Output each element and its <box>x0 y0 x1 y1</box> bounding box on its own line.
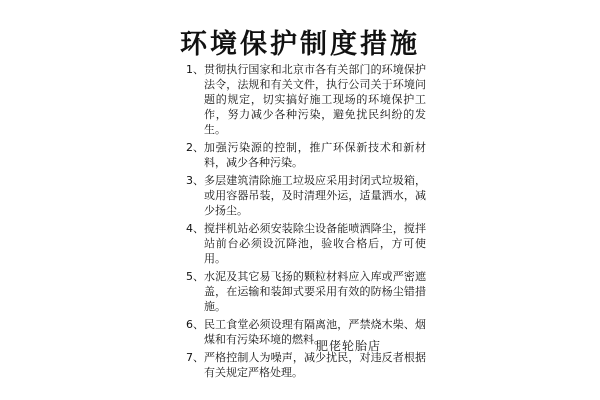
rule-text: 搅拌机站必须安装除尘设备能喷洒降尘，搅拌站前台必须设沉降池，验收合格后，方可使用。 <box>204 222 426 265</box>
signature-text: 肥佬轮胎店 <box>316 339 382 353</box>
rule-number: 1、 <box>186 63 204 76</box>
rule-number: 5、 <box>186 270 204 283</box>
rule-number: 7、 <box>186 351 204 364</box>
rule-item-2 <box>186 140 426 170</box>
rule-item-4 <box>186 221 426 266</box>
rule-number: 3、 <box>186 174 204 187</box>
rule-text: 严格控制人为噪声，减少扰民，对违反者根据有关规定严格处理。 <box>204 351 426 379</box>
rule-item-6 <box>186 317 426 347</box>
rule-number: 6、 <box>186 318 204 331</box>
rule-number: 4、 <box>186 222 204 235</box>
rule-text: 民工食堂必须设理有隔离池，严禁烧木柴、烟煤和有污染环境的燃料。 <box>204 318 426 346</box>
rule-item-1 <box>186 62 426 137</box>
document-title: 环境保护制度措施 <box>180 29 420 60</box>
rule-text: 水泥及其它易飞扬的颗粒材料应入库或严密遮盖，在运输和装卸式要采用有效的防杨尘错措施。 <box>204 270 426 313</box>
rules-list <box>186 62 426 383</box>
rule-number: 2、 <box>186 141 204 154</box>
rule-item-5 <box>186 269 426 314</box>
rule-item-7 <box>186 350 426 380</box>
rule-text: 多层建筑清除施工垃圾应采用封闭式垃圾箱，或用容器吊装，及时清理外运，适量洒水，减少扬尘。 <box>204 174 426 217</box>
rule-text: 加强污染源的控制，推广环保新技术和新材料，减少各种污染。 <box>204 141 426 169</box>
rule-item-3 <box>186 173 426 218</box>
rule-text: 贯彻执行国家和北京市各有关部门的环境保护法令，法规和有关文件，执行公司关于环境问题的规定，切实搞好施工现场的环境保护工作，努力减少各种污染，避免扰民纠纷的发生。 <box>204 63 426 136</box>
